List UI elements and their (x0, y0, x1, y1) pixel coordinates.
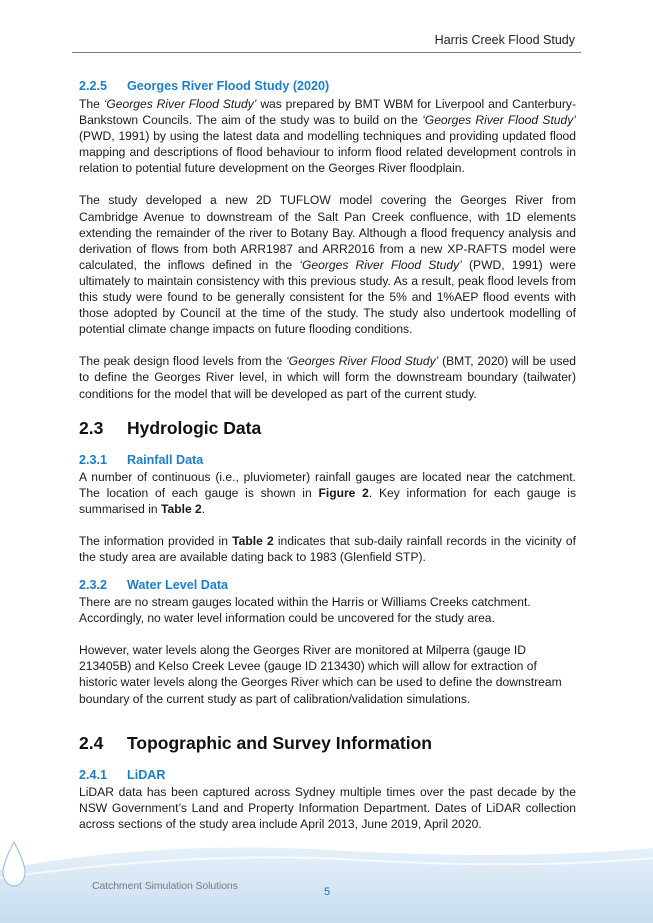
section-number: 2.4 (79, 732, 104, 753)
text: The peak design flood levels from the (79, 354, 286, 369)
page-footer (0, 840, 653, 923)
paragraph: However, water levels along the Georges River are monitored at Milperra (gauge ID 213405B) and Kelso Creek Levee (gauge ID 213430) which will allow for extraction of historic water levels along the Georges River which can be used to define the downstream boundary of the current study as part of calibration/validation simulations. (79, 643, 562, 706)
page-header (0, 0, 653, 56)
italic-citation: ‘Georges River Flood Study’ (299, 257, 462, 272)
section-number: 2.4.1 (79, 767, 108, 782)
section-title: Georges River Flood Study (2020) (127, 79, 330, 93)
text: . Key information for each gauge is summarised in (79, 485, 577, 516)
paragraph (79, 533, 576, 565)
table-reference: Table 2 (161, 501, 202, 516)
text: A number of continuous (i.e., pluviometer) rainfall gauges are located near the catchment. The location of each gauge is shown in (79, 469, 576, 500)
section-title: Hydrologic Data (127, 417, 262, 438)
section-heading-2-4 (79, 732, 576, 754)
section-title: Topographic and Survey Information (127, 732, 432, 753)
header-rule (72, 52, 581, 53)
section-title: LiDAR (127, 767, 166, 782)
section-heading-2-3 (79, 417, 576, 439)
text: (PWD, 1991) by using the latest data and modelling techniques and providing updated flood mapping and descriptions of flood behaviour to inform flood related development controls in relation to potential future development on the Georges River floodplain. (79, 129, 576, 176)
italic-citation: ‘Georges River Flood Study’ (422, 113, 576, 128)
section-heading-2-4-1 (79, 767, 576, 783)
paragraph (79, 96, 576, 176)
section-heading-2-3-2 (79, 577, 576, 593)
figure-reference: Figure 2 (318, 485, 369, 500)
paragraph (79, 353, 576, 401)
section-number: 2.3 (79, 417, 104, 438)
section-number: 2.3.2 (79, 578, 108, 593)
document-title: Harris Creek Flood Study (434, 33, 575, 47)
section-number: 2.3.1 (79, 452, 108, 467)
paragraph (79, 192, 576, 337)
text: indicates that sub-daily rainfall records in the vicinity of the study area are available dating back to 1983 (Glenfield STP). (79, 533, 576, 564)
section-heading-2-3-1 (79, 452, 576, 468)
text: (PWD, 1991) were ultimately to maintain consistency with this previous study. As a result, peak flood levels from this study were found to be generally consistent for the 5% and 1%AEP flood events with those adopted by Council at the time of the study. The study also undertook modelling of potential climate change impacts on future flooding conditions. (79, 257, 576, 337)
text: . (201, 501, 206, 516)
section-heading-2-2-5 (79, 78, 576, 94)
text: The (79, 97, 104, 111)
text: (BMT, 2020) will be used to define the Georges River level, in which will form the downstream boundary (tailwater) conditions for the model that will be developed as part of the current study. (79, 354, 576, 401)
italic-citation: ‘Georges River Flood Study’ (103, 97, 257, 111)
section-title: Water Level Data (127, 578, 229, 593)
water-drop-icon (0, 840, 28, 890)
page-content (79, 78, 576, 832)
paragraph: There are no stream gauges located within the Harris or Williams Creeks catchment. Accordingly, no water level information could be uncovered for the study area. (79, 595, 531, 626)
paragraph: LiDAR data has been captured across Sydney multiple times over the past decade by the NSW Government’s Land and Property Information Department. Dates of LiDAR collection across sections of the study area include April 2013, June 2019, April 2020. (79, 784, 576, 831)
text: The information provided in (79, 533, 233, 548)
page-number: 5 (323, 886, 331, 898)
text: The study developed a new 2D TUFLOW model covering the Georges River from Cambridge Avenue to downstream of the Salt Pan Creek confluence, with 1D elements extending the remainder of the river to Botany Bay. Although a flood frequency analysis and derivation of flows from both ARR1987 and ARR2016 from a new XP-RAFTS model were calculated, the inflows defined in the (79, 193, 576, 272)
section-title: Rainfall Data (127, 452, 204, 467)
company-logo-text: Catchment Simulation Solutions (92, 880, 238, 892)
text: was prepared by BMT WBM for Liverpool and Canterbury-Bankstown Councils. The aim of the study was to build on the (79, 97, 576, 128)
section-number: 2.2.5 (79, 79, 108, 93)
table-reference: Table 2 (232, 533, 274, 548)
paragraph (79, 469, 576, 517)
italic-citation: ‘Georges River Flood Study’ (285, 354, 439, 369)
